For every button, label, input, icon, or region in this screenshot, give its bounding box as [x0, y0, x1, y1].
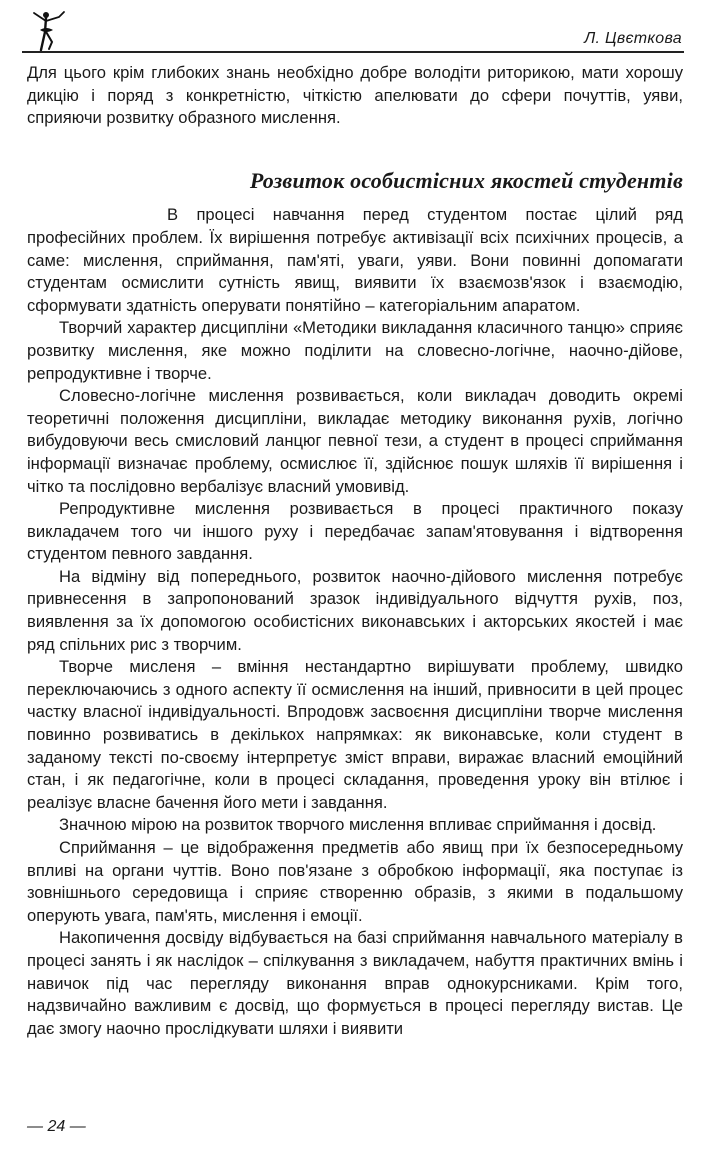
- paragraph: Творчий характер дисципліни «Методики викладання класичного танцю» сприяє розвитку мислення, яке можно поділити на словесно-логічне, наочно-дійове, репродуктивне і творче.: [27, 318, 683, 383]
- paragraph: На відміну від попереднього, розвиток наочно-дійового мислення потребує привнесення в запропонований зразок індивідуального відчуття рухів, поз, виявлення за їх допомогою особистісних виконавських і акторських якостей і має ряд спільних рис з творчим.: [27, 566, 683, 654]
- running-head: Л. Цвєткова: [584, 30, 682, 47]
- paragraph: Значною мірою на розвиток творчого мислення впливає сприймання і досвід.: [59, 815, 657, 835]
- section-title: Розвиток особистісних якостей студентів: [249, 167, 683, 193]
- dancer-silhouette-icon: [26, 8, 66, 52]
- paragraph: Накопичення досвіду відбувається на базі сприймання навчального матеріалу в процесі занять і як наслідок – спілкування з викладачем, набуття практичних вмінь і навичок під час перегляду виконання вправ однокурсниками. Крім того, надзвичайно важливим є досвід, що формується в процесі перегляду вистав. Це дає змогу наочно прослідкувати шляхи і виявити: [27, 928, 683, 1038]
- paragraph: Творче мисленя – вміння нестандартно вирішувати проблему, швидко переключаючись з одного аспекту її осмислення на інший, привносити в цей процес частку власної індивідуальності. Впродовж засвоєння дисципліни творче мислення повинно розвиватись в декількох напрямках: як виконавське, коли студент в заданому тексті по-своєму інтерпретує зміст вправи, виражає власний емоційний стан, і як педагогічне, коли в процесі складання, проведення уроку він втілює і реалізує власне бачення його мети і завдання.: [27, 657, 683, 812]
- page-number: — 24 —: [27, 1118, 86, 1135]
- page-header: [22, 8, 684, 52]
- page-body: [27, 62, 683, 1040]
- paragraph: Сприймання – це відображення предметів або явищ при їх безпосередньому впливі на органи чуттів. Воно пов'язане з обробкою інформації, яка поступає із зовнішнього середовища і сприяє створенню образів, з якими в подальшому оперують увага, пам'ять, мислення і емоції.: [27, 838, 683, 925]
- paragraph: Словесно-логічне мислення розвивається, коли викладач доводить окремі теоретичні положення дисципліни, викладає методику виконання рухів, логічно вибудовуючи весь смисловий ланцюг певної тези, а студент в процесі сприймання інформації визначає проблему, осмислює її, здійснює пошук шляхів її вирішення і чітко та послідовно вербалізує власний умовивід.: [27, 386, 683, 496]
- paragraph: Репродуктивне мислення розвивається в процесі практичного показу викладачем того чи іншого руху і передбачає запам'ятовування і відтворення студентом певного завдання.: [27, 499, 683, 564]
- header-rule: [22, 51, 684, 53]
- intro-paragraph: Для цього крім глибоких знань необхідно добре володіти риторикою, мати хорошу дикцію і поряд з конкретністю, чіткістю апелювати до сфери почуттів, уяви, сприяючи розвитку образного мислення.: [27, 63, 683, 128]
- paragraph: В процесі навчання перед студентом постає цілий ряд професійних проблем. Їх вирішення потребує активізації всіх психічних процесів, а саме: мислення, сприймання, пам'яті, уваги, уяви. Вони повинні допомагати студентам осмислити сутність явищ, виявити їх взаємозв'язок і взаємодію, сформувати здатність оперувати понятійно – категоріальним апаратом.: [27, 205, 683, 315]
